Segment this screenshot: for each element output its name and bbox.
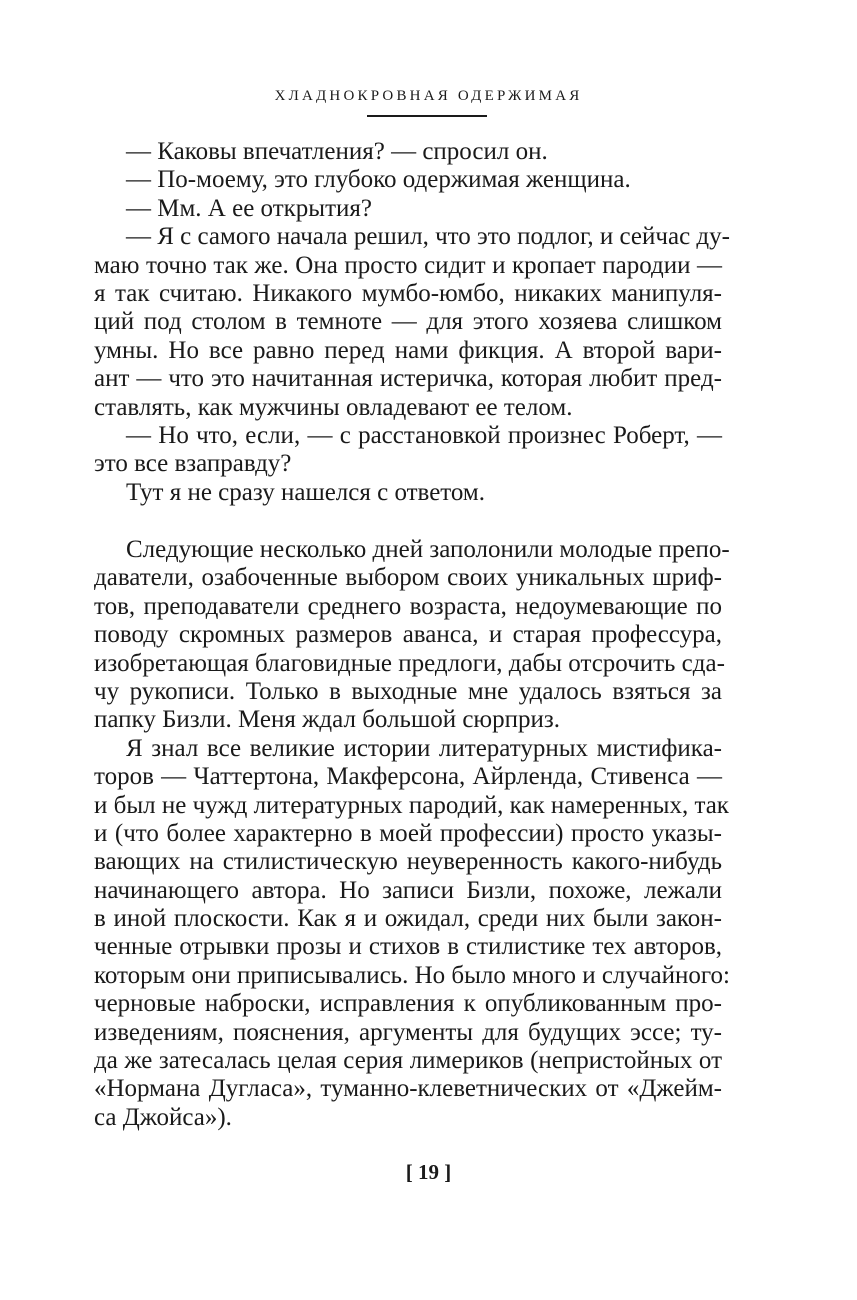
text-line: торов — Чаттертона, Макферсона, Айрленда, Стивенса — <box>94 763 722 791</box>
text-line: ций под столом в темноте — для этого хозяева слишком <box>94 308 722 336</box>
text-line: даватели, озабоченные выбором своих уникальных шриф- <box>94 564 722 592</box>
text-line: — Я с самого начала решил, что это подлог, и сейчас ду- <box>126 223 730 251</box>
text-line: это все взаправду? <box>94 450 292 478</box>
page-number: [ 19 ] <box>405 1160 452 1184</box>
text-line: и (что более характерно в моей профессии) просто указы- <box>94 819 722 847</box>
text-line: умны. Но все равно перед нами фикция. А второй вари- <box>94 336 722 364</box>
text-line: Тут я не сразу нашелся с ответом. <box>126 478 485 506</box>
text-line: маю точно так же. Она просто сидит и кропает пародии — <box>94 251 722 279</box>
text-line: изведениям, пояснения, аргументы для будущих эссе; ту- <box>94 1018 722 1046</box>
text-line: — Каковы впечатления? — спросил он. <box>126 138 548 165</box>
text-line: Следующие несколько дней заполонили молодые препо- <box>126 536 730 563</box>
text-line: ставлять, как мужчины овладевают ее телом. <box>94 393 573 421</box>
text-line: чу рукописи. Только в выходные мне удалось взяться за <box>94 677 722 705</box>
text-line: — Но что, если, — с расстановкой произнес Роберт, — <box>126 421 722 449</box>
text-line: да же затесалась целая серия лимериков (непристойных от <box>94 1047 722 1075</box>
text-line: и был не чужд литературных пародий, как намеренных, так <box>94 791 729 819</box>
text-line: тов, преподаватели среднего возраста, недоумевающие по <box>94 592 722 620</box>
text-line: вающих на стилистическую неуверенность какого-нибудь <box>94 848 722 876</box>
text-line: Я знал все великие истории литературных мистифика- <box>126 734 722 762</box>
text-line: ченные отрывки прозы и стихов в стилистике тех авторов, <box>94 933 722 961</box>
header-rule <box>367 115 487 117</box>
text-line: «Нормана Дугласа», туманно-клеветнических от «Джейм- <box>94 1075 722 1103</box>
text-line: — По-моему, это глубоко одержимая женщина. <box>126 166 631 194</box>
running-header: ХЛАДНОКРОВНАЯ ОДЕРЖИМАЯ <box>274 88 583 104</box>
text-line: поводу скромных размеров аванса, и старая профессура, <box>94 621 722 649</box>
narrative-block <box>94 536 730 1132</box>
text-line: са Джойса»). <box>94 1103 232 1131</box>
text-line: черновые наброски, исправления к опубликованным про- <box>94 990 722 1018</box>
text-line: я так считаю. Никакого мумбо-юмбо, никаких манипуля- <box>94 279 722 307</box>
text-line: начинающего автора. Но записи Бизли, похоже, лежали <box>94 876 722 904</box>
text-line: ант — что это начитанная истеричка, которая любит пред- <box>94 365 722 393</box>
text-line: в иной плоскости. Как я и ожидал, среди них были закон- <box>94 905 722 933</box>
text-line: — Мм. А ее открытия? <box>126 194 372 222</box>
text-line: папку Бизли. Меня ждал большой сюрприз. <box>94 706 560 734</box>
dialogue-block <box>94 138 730 507</box>
text-line: изобретающая благовидные предлоги, дабы отсрочить сда- <box>94 649 725 677</box>
text-line: которым они приписывались. Но было много и случайного: <box>94 961 730 989</box>
